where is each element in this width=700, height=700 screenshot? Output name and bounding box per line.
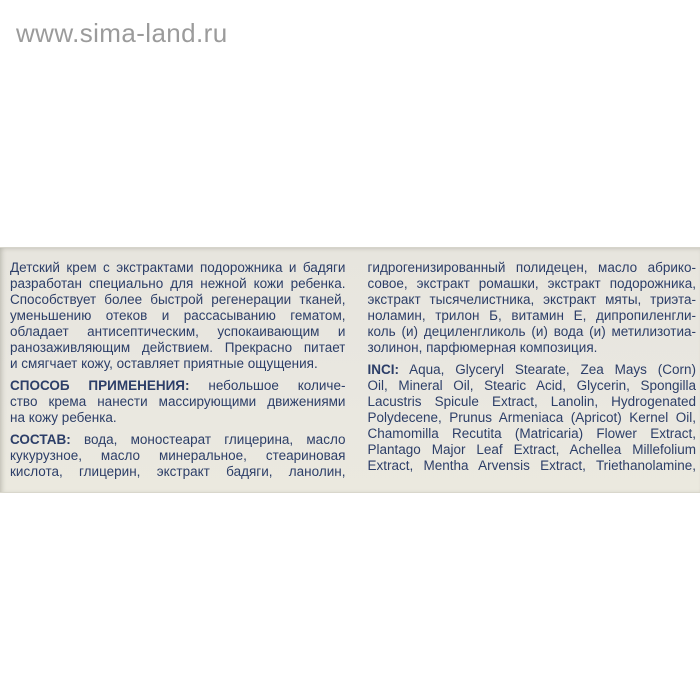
text-line [10,432,345,448]
text-fragment: Aqua, Glyceryl Stearate, Zea Mays (Corn) [409,362,696,377]
inci-paragraph [367,362,696,474]
text-line: уменьшению отеков и рассасыванию гематом, [10,308,346,323]
text-line [10,378,345,394]
text-line: Детский крем с экстрактами подорожника и бадяги [10,260,346,275]
text-line: Polydecene, Prunus Armeniaca (Apricot) Kernel Oil, [367,410,696,425]
label-panel [0,247,700,493]
label-right-column [367,260,696,492]
description-paragraph [10,260,345,372]
text-line: гидрогенизированный полидецен, масло абрико- [367,260,696,275]
text-line [367,362,696,378]
text-line: разработан специально для нежной кожи ребенка. [10,276,346,291]
usage-heading: СПОСОБ ПРИМЕНЕНИЯ: [10,378,190,393]
text-line: Plantago Major Leaf Extract, Achellea Millefolium [367,442,696,457]
text-line: кислота, глицерин, экстракт бадяги, ланолин, [10,464,346,479]
text-line: Oil, Mineral Oil, Stearic Acid, Glycerin, Spongilla [367,378,696,393]
text-line: ноламин, трилон Б, витамин Е, дипропиленгли- [367,308,696,323]
text-line: экстракт тысячелистника, экстракт мяты, триэта- [367,292,696,307]
composition-paragraph [10,432,345,480]
text-line: Chamomilla Recutita (Matricaria) Flower Extract, [367,426,696,441]
inci-heading: INCI: [367,362,399,377]
text-line: Lacustris Spicule Extract, Lanolin, Hydrogenated [367,394,696,409]
text-line: золинон, парфюмерная композиция. [367,340,598,355]
text-line: обладает антисептическим, успокаивающим и [10,324,346,339]
text-line: на кожу ребенка. [10,410,117,425]
text-fragment: небольшое количе- [208,378,346,393]
composition-continued-paragraph [367,260,696,356]
label-left-column [10,260,345,492]
text-line: коль (и) дециленгликоль (и) вода (и) метилизотиа- [367,324,696,339]
text-line: ранозаживляющим действием. Прекрасно питает [10,340,346,355]
text-line: Способствует более быстрой регенерации тканей, [10,292,346,307]
text-line: Extract, Mentha Arvensis Extract, Triethanolamine, [367,458,696,473]
text-line: и смягчает кожу, оставляет приятные ощущения. [10,356,318,371]
text-fragment: вода, моностеарат глицерина, масло [83,432,346,447]
composition-heading: СОСТАВ: [10,432,71,447]
text-line: совое, экстракт ромашки, экстракт подорожника, [367,276,696,291]
text-line: кукурузное, масло минеральное, стеариновая [10,448,346,463]
watermark-url: www.sima-land.ru [16,18,228,48]
usage-paragraph [10,378,345,426]
text-line: ство крема нанести массирующими движениями [10,394,346,409]
